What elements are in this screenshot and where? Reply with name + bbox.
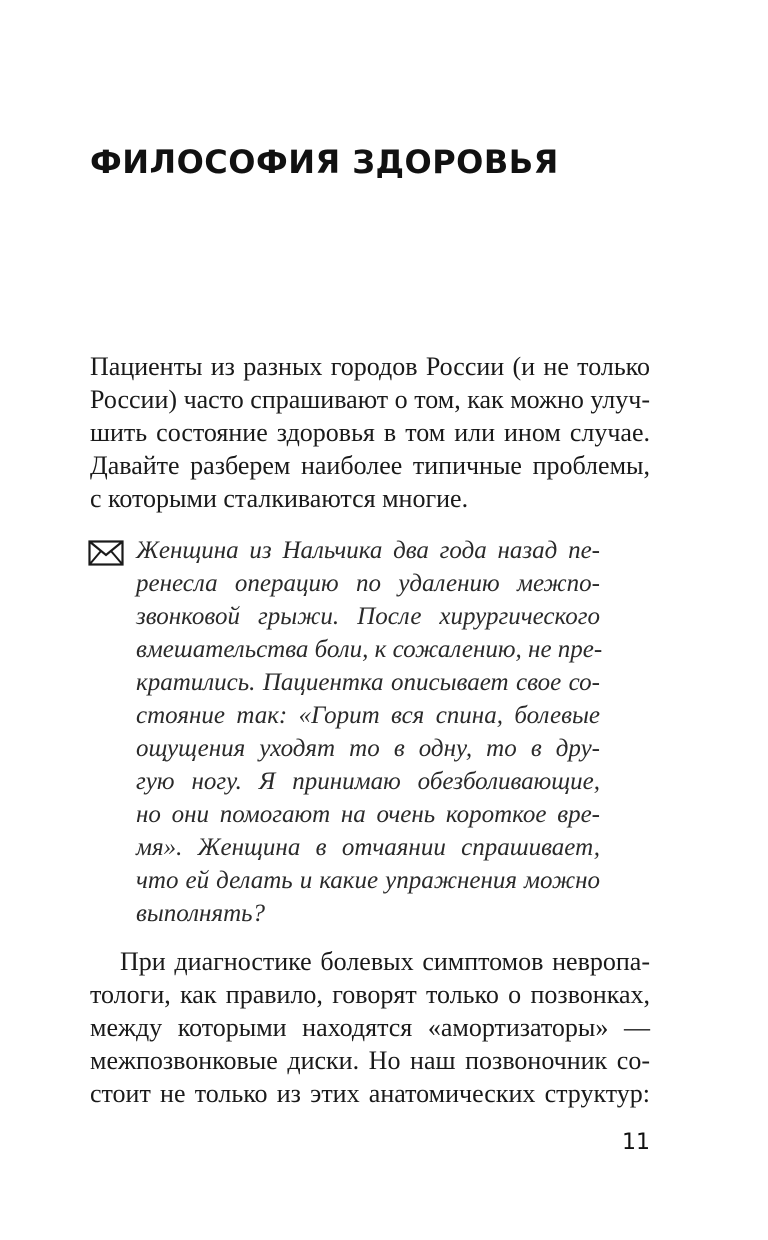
body-line: стоит не только из этих анатомических структур: xyxy=(90,1079,650,1108)
letter-line: кратились. Пациентка описывает свое со- xyxy=(136,669,600,696)
page-number: 11 xyxy=(622,1130,650,1155)
body-line: межпозвонковые диски. Но наш позвоночник со- xyxy=(90,1046,650,1075)
intro-line: Давайте разберем наиболее типичные проблемы, xyxy=(90,451,650,480)
letter-line: звонковой грыжи. После хирургического xyxy=(136,603,600,630)
body-line: При диагностике болевых симптомов невропа- xyxy=(120,947,650,976)
body-line: тологи, как правило, говорят только о позвонках, xyxy=(90,980,650,1009)
intro-line: шить состояние здоровья в том или ином случае. xyxy=(90,418,650,447)
body-line: между которыми находятся «амортизаторы» — xyxy=(90,1013,650,1042)
letter-line: ощущения уходят то в одну, то в дру- xyxy=(136,735,600,762)
letter-line: что ей делать и какие упражнения можно xyxy=(136,867,600,894)
intro-line: с которыми сталкиваются многие. xyxy=(90,484,469,513)
letter-line: мя». Женщина в отчаянии спрашивает, xyxy=(136,834,600,861)
letter-line: гую ногу. Я принимаю обезболивающие, xyxy=(136,768,600,795)
intro-line: Пациенты из разных городов России (и не только xyxy=(90,352,650,381)
letter-line: Женщина из Нальчика два года назад пе- xyxy=(136,537,600,564)
intro-line: России) часто спрашивают о том, как можно улуч- xyxy=(90,385,650,414)
letter-line: но они помогают на очень короткое вре- xyxy=(136,801,600,828)
chapter-title: ФИЛОСОФИЯ ЗДОРОВЬЯ xyxy=(90,143,559,181)
letter-line: вмешательства боли, к сожалению, не пре- xyxy=(136,636,603,663)
letter-line: стояние так: «Горит вся спина, болевые xyxy=(136,702,600,729)
letter-line: ренесла операцию по удалению межпо- xyxy=(136,570,600,597)
letter-line: выполнять? xyxy=(136,900,266,927)
envelope-icon xyxy=(88,540,124,566)
